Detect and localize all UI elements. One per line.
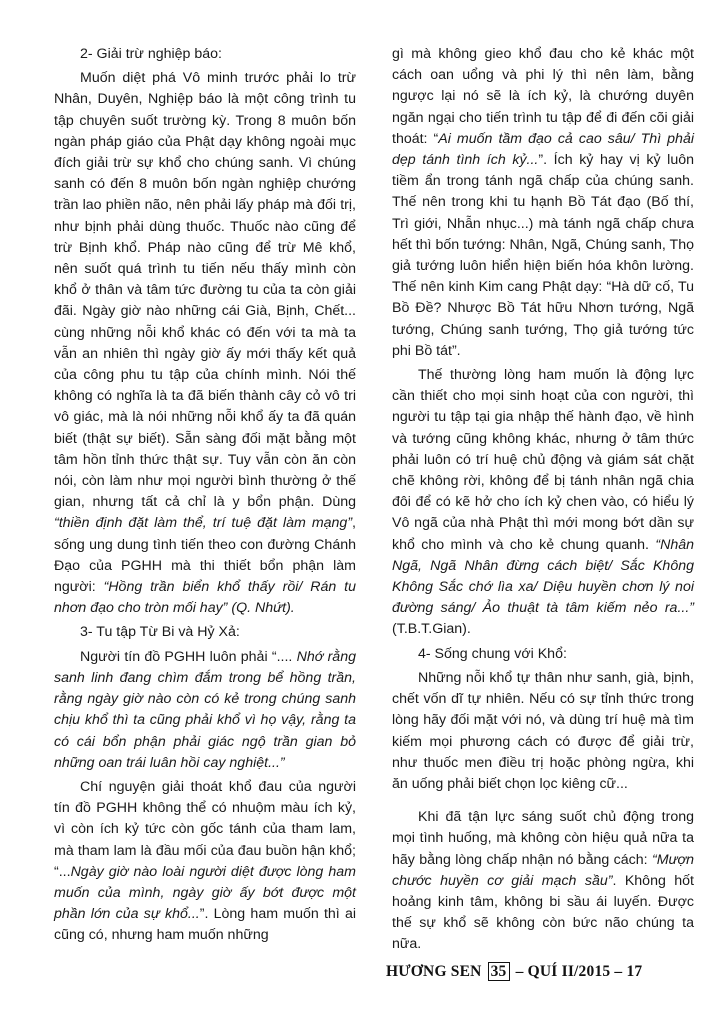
rc-p1-quote: Ai muốn tầm đạo cả cao sâu/ Thì phải dẹp tánh tình ích kỷ... [392,130,694,169]
right-column [392,44,694,959]
s4-p2-text-a: Khi đã tận lực sáng suốt chủ động trong mọi tình huống, mà không còn hiệu quả nữa ta hãy bằng lòng chấp nhận nó bằng cách: [392,809,694,868]
continued-paragraph [392,44,694,362]
s3-p2-text-a: Chí nguyện giải thoát khổ đau của người tín đồ PGHH không thể có nhuộm màu ích kỷ, vì còn ích kỷ tức còn gốc tánh của tham lam, mà tham lam là đầu mối của đau buồn hận khổ; “... [54,778,356,880]
s2-text-a: Muốn diệt phá Vô minh trước phải lo trừ Nhân, Duyên, Nghiệp báo là một công trình tu tập chuyên suốt trường kỳ. Trong 8 muôn bốn ngàn pháp giáo của Phật dạy không ngoài mục đích giải trừ sự khổ cho chúng sanh. Vì chúng sanh có đến 8 muôn bốn ngàn nghiệp chướng trần lao phiền não, nên phải lấy pháp mà đối trị, như bịnh phải dùng thuốc. Thuốc nào cũng để trừ Bịnh khổ. Pháp nào cũng để trừ Mê khổ, nên suốt quá trình tu tiến nếu thấy mình còn khổ ở thân và tâm tức đường tu của ta còn giải đãi. Ngày giờ nào những cái Già, Bịnh, Chết... cùng những nỗi khổ khác có đến với ta mà ta vẫn an nhiên thì ngày giờ ấy mới thấy kết quả của công phu tu tập của chính mình. Nói thế không có nghĩa là ta đã biến thành cây cỏ vô tri vô giác, mà là nói những nỗi khổ ấy ta đã quán biết (thật sự biết). Sẵn sàng đối mặt bằng một tâm hồn tỉnh thức thật sự. Tuy vẫn còn ăn còn nói, còn làm như mọi người bình thường ở thế gian, nhưng tất cả chỉ là y bổn phận. Dùng [54,70,356,511]
s3-p2-quote: Ngày giờ nào loài người diệt được lòng ham muốn của mình, ngày giờ ấy bớt được một phần lớn của sự khổ... [54,863,356,923]
s3-p2-text-b: ”. Lòng ham muốn thì ai cũng có, nhưng ham muốn những [54,906,357,944]
s4-p2-text-b: . Không hốt hoảng kinh tâm, không bi sầu ái luyến. Được thế sự khổ sẽ không còn bức não chúng ta nữa. [392,872,695,953]
rc-p2-quote: “Nhân Ngã, Ngã Nhân đừng cách biệt/ Sắc Không Không Sắc chớ lìa xa/ Diệu huyền chơn lý noi đường sáng/ Ảo thuật tà tâm kiếm nẻo ra...” [392,536,694,617]
issue-period: QUÍ II/2015 [527,963,611,980]
s3-p1-quote: Nhớ rằng sanh linh đang chìm đắm trong bể hồng trần, rằng ngày giờ nào còn có kẻ trong chúng sanh chịu khổ thì ta cũng phải khổ vì họ vậy, rằng ta có cái bổn phận phải giác ngộ trần gian bỏ những oan trái luân hồi cay nghiệt...” [54,648,356,771]
magazine-name: HƯƠNG SEN [386,963,482,980]
s3-p1-text: Người tín đồ PGHH luôn phải “.... [80,648,297,665]
footer-separator-2: – [610,963,627,980]
desire-paragraph [392,365,694,641]
s2-text-b: , sống ung dung tình tiến theo con đường Chánh Đạo của PGHH mà thi thiết bổn phận làm người: [54,515,356,596]
section-2-paragraph [54,68,356,619]
s4-p2-quote: “Mượn chước huyền cơ giải mạch sầu” [392,851,694,889]
page-footer [386,962,686,981]
page-number: 17 [626,963,643,980]
rc-p2-text-b: (T.B.T.Gian). [392,621,471,638]
left-column [54,44,356,950]
s2-quote-a: “thiền định đặt làm thể, trí tuệ đặt làm mạng” [54,515,353,532]
footer-separator-1: – [511,963,528,980]
rc-p2-text-a: Thế thường lòng ham muốn là động lực cần thiết cho mọi sinh hoạt của con người, thì người tu tập tại gia nhập thế hành đạo, về hình và tướng cũng không khác, nhưng ở tâm thức phải luôn có trí huệ chủ động và giám sát chặt chẽ không rời, không để bị tánh nhân ngã chia đôi để có kẽ hở cho ích kỷ chen vào, có hiểu lý Vô ngã của nhà Phật thì mới mong bớt dần sự khổ cho mình và cho kẻ chung quanh. [392,367,694,553]
section-3-paragraph-1 [54,647,356,774]
issue-number: 35 [488,962,510,981]
rc-p1-text-b: ”. Ích kỷ hay vị kỷ luôn tiềm ẩn trong tánh ngã chấp của chúng sanh. Thế nên trong khi tu hạnh Bồ Tát đạo (Bố thí, Trì giới, Nhẫn nhục...) mà tánh ngã chấp chưa hết thì bốn tướng: Nhân, Ngã, Chúng sanh, Thọ giả tướng luôn hiển hiện biến hóa khôn lường. Thế nên kinh Kim cang Phật dạy: “Hà dữ cố, Tu Bồ Đề? Nhược Bồ Tát hữu Nhơn tướng, Ngã tướng, Chúng sanh tướng, Thọ giả tướng tức phi Bồ tát”. [392,152,695,359]
rc-p1-text-a: gì mà không gieo khổ đau cho kẻ khác một cách oan uổng và phi lý thì nên làm, bằng ngược lại nó sẽ là ích kỷ, là chướng duyên ngăn ngại cho tiến trình tu tập để đi đến cõi giải thoát: “ [392,46,694,147]
section-heading-4: 4- Sống chung với Khổ: [418,645,567,662]
section-heading-2: 2- Giải trừ nghiệp báo: [80,46,222,62]
s2-quote-b: “Hồng trần biển khổ thấy rồi/ Rán tu nhơn đạo cho tròn mối hay” (Q. Nhứt). [54,579,356,617]
section-4-paragraph-2 [392,807,694,955]
section-heading-3: 3- Tu tập Từ Bi và Hỷ Xả: [80,624,240,641]
section-4-paragraph-1: Những nỗi khổ tự thân như sanh, già, bịnh, chết vốn dĩ tự nhiên. Nếu có sự tỉnh thức trong lòng hãy đối mặt với nó, và dùng trí huệ mà tìm kiếm mọi phương cách có được để giải trừ, như thuốc men điều trị hoặc phòng ngừa, khi ăn uống phải biết chọn lọc kiêng cữ... [392,669,694,792]
section-3-paragraph-2 [54,777,356,947]
